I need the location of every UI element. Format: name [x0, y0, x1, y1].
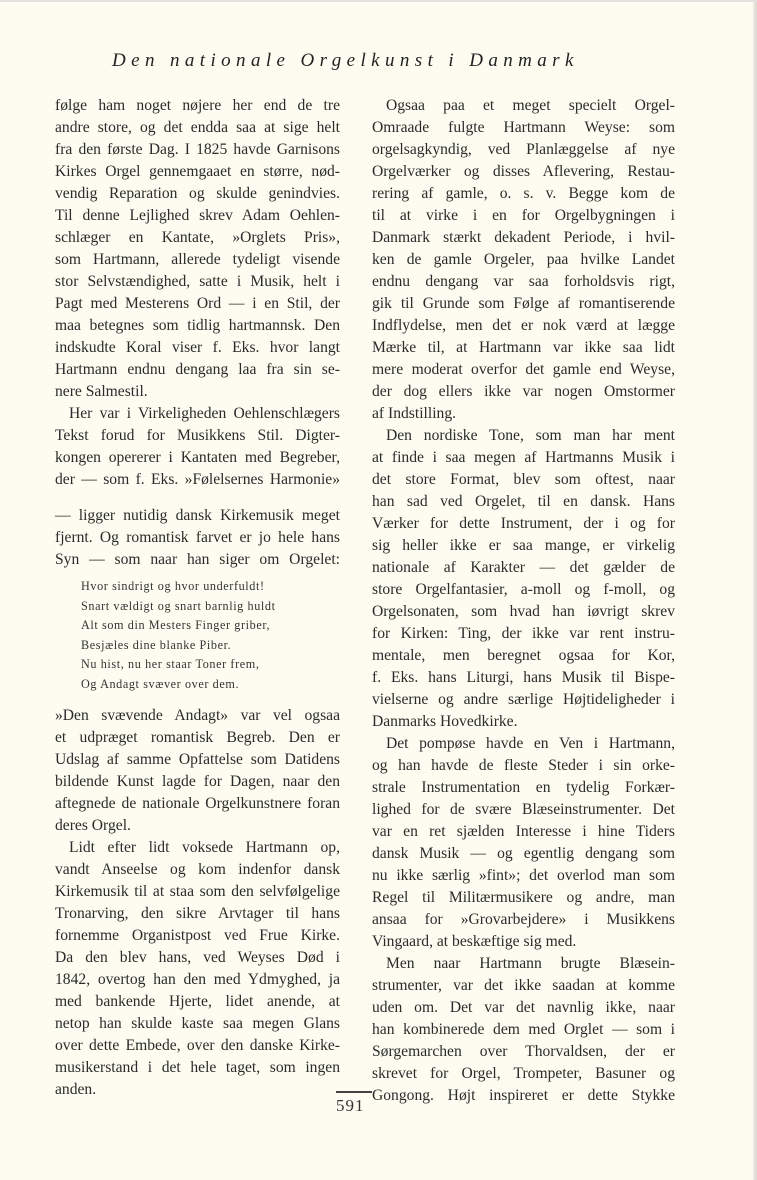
text-line: ken de gamle Orgeler, paa hvilke Landet: [372, 251, 675, 268]
text-line: schlæger en Kantate, »Orglets Pris»,: [55, 229, 340, 246]
text-line: var en ret sjælden Interesse i hine Tiders: [372, 823, 675, 840]
right-column: [372, 95, 675, 1107]
text-line: store Orgelfantasier, a-moll og f-moll, og: [372, 581, 675, 598]
text-line: det store Format, blev som oftest, naar: [372, 471, 675, 488]
text-line: vandt Anseelse og kom indenfor dansk: [55, 860, 340, 878]
paragraph: [372, 425, 675, 733]
text-line: nationale af Karakter — det gælder de: [372, 559, 675, 576]
text-line: lighed for de svære Blæseinstrumenter. Det: [372, 801, 675, 818]
text-line: andre store, og det endda saa at sige helt: [55, 119, 340, 136]
text-line: til at virke i en for Orgelbygningen i: [372, 207, 675, 224]
text-line: — ligger nutidig dansk Kirkemusik meget: [55, 507, 340, 524]
text-line: Den nordiske Tone, som man har ment: [386, 427, 675, 444]
text-line: Omraade fulgte Hartmann Weyse: som: [372, 119, 675, 136]
text-line: Udslag af samme Opfattelse som Datidens: [55, 750, 340, 768]
text-line: netop han skulde kaste saa megen Glans: [55, 1014, 340, 1032]
text-line: strumenter, var det ikke saadan at komme: [372, 977, 675, 994]
text-line: endnu dengang var saa forholdsvis rigt,: [372, 273, 675, 290]
text-line: Kirkemusik til at staa som den selvfølgelige: [55, 882, 340, 900]
text-line: »Den svævende Andagt» var vel ogsaa: [55, 706, 340, 724]
verse-line: Hvor sindrigt og hvor underfuldt!: [81, 579, 265, 593]
text-line: Tronarving, den sikre Arvtager til hans: [55, 904, 340, 922]
text-line: f. Eks. hans Liturgi, hans Musik til Bispe-: [372, 669, 675, 686]
text-line: Mærke til, at Hartmann var ikke saa lidt: [372, 339, 675, 356]
text-line: Danmarks Hovedkirke.: [372, 713, 518, 730]
text-line: 1842, overtog han den med Ydmyghed, ja: [55, 970, 340, 988]
text-line: for Kirken: Ting, der ikke var rent instru-: [372, 625, 675, 642]
text-line: Sørgemarchen over Thorvaldsen, der er: [372, 1043, 675, 1060]
music-example-gap: [55, 491, 340, 505]
text-line: skrevet for Orgel, Trompeter, Basuner og: [372, 1065, 675, 1082]
text-line: han sad ved Orgelet, til en dansk. Hans: [372, 493, 675, 510]
text-line: og han havde de fleste Steder i sin orke-: [372, 757, 675, 774]
folio-rule: [336, 1091, 372, 1093]
text-line: strale Instrumentation en tydelig Forkær-: [372, 779, 675, 796]
text-line: Orgelværker og disses Aflevering, Restau-: [372, 163, 675, 180]
text-line: Syn — som naar han siger om Orgelet:: [55, 551, 340, 568]
verse-line: Alt som din Mesters Finger griber,: [81, 618, 271, 633]
paragraph: [55, 705, 340, 837]
left-column: [55, 95, 340, 1101]
text-line: fjernt. Og romantisk farvet er jo hele hans: [55, 529, 340, 546]
text-line: Gongong. Højt inspireret er dette Stykke: [372, 1087, 675, 1104]
text-line: Men naar Hartmann brugte Blæsein-: [386, 955, 675, 972]
paragraph: [372, 733, 675, 953]
text-line: fra den første Dag. I 1825 havde Garnisons: [55, 141, 340, 158]
text-line: bildende Kunst lagde for Dagen, naar den: [55, 772, 340, 790]
text-line: der dog ellers ikke var nogen Omstormer: [372, 383, 675, 400]
text-line: af Indstilling.: [372, 405, 457, 422]
text-line: maa betegnes som tidlig hartmannsk. Den: [55, 317, 340, 334]
text-line: mere moderat overfor det gamle end Weyse,: [372, 361, 675, 378]
text-line: vielserne og andre særlige Højtideligheder i: [372, 691, 675, 708]
text-line: nu ikke særlig »fint»; det overlod man som: [372, 867, 675, 884]
text-line: han kombinerede dem med Orglet — som i: [372, 1021, 675, 1038]
text-line: at finde i saa megen af Hartmanns Musik i: [372, 449, 675, 466]
text-line: der — som f. Eks. »Følelsernes Harmonie»: [55, 471, 340, 488]
text-line: et udpræget romantisk Begreb. Den er: [55, 728, 340, 746]
text-line: vendig Reparation og skulde genindvies.: [55, 185, 340, 202]
text-line: Ogsaa paa et meget specielt Orgel-: [386, 97, 675, 114]
text-line: Lidt efter lidt voksede Hartmann op,: [69, 838, 340, 856]
text-line: følge ham noget nøjere her end de tre: [55, 97, 340, 114]
text-line: musikerstand i det hele taget, som ingen: [55, 1058, 340, 1076]
text-line: anden.: [55, 1080, 97, 1098]
text-line: Kirkes Orgel gennemgaaet en større, nød-: [55, 163, 340, 180]
text-line: med bankende Hjerte, lidet anende, at: [55, 992, 340, 1010]
page-edge: [753, 2, 757, 1180]
paragraph: [55, 95, 340, 403]
text-line: sig heller ikke er saa mange, er virkelig: [372, 537, 675, 554]
text-line: Værker for dette Instrument, der i og for: [372, 515, 675, 532]
text-line: stor Selvstændighed, satte i Musik, helt i: [55, 273, 340, 290]
running-head: Den nationale Orgelkunst i Danmark: [112, 50, 579, 71]
verse-line: Besjæles dine blanke Piber.: [81, 637, 232, 652]
paragraph: [55, 837, 340, 1101]
text-line: Til denne Lejlighed skrev Adam Oehlen-: [55, 207, 340, 224]
text-line: som Hartmann, allerede tydeligt visende: [55, 251, 340, 268]
text-line: deres Orgel.: [55, 816, 131, 834]
text-line: Danmark stærkt dekadent Periode, i hvil-: [372, 229, 675, 246]
paragraph: [372, 953, 675, 1107]
verse-line: Snart vældigt og snart barnlig huldt: [81, 598, 276, 613]
text-line: rering af gamle, o. s. v. Begge kom de: [372, 185, 675, 202]
text-line: nere Salmestil.: [55, 383, 148, 400]
text-line: Vingaard, at beskæftige sig med.: [372, 933, 577, 950]
text-line: Orgelsonaten, som hvad han iøvrigt skrev: [372, 603, 675, 620]
text-line: dansk Musik — og egentlig dengang som: [372, 845, 675, 862]
text-line: aftegnede de nationale Orgelkunstnere foran: [55, 794, 340, 812]
verse-line: Og Andagt svæver over dem.: [81, 676, 240, 691]
text-line: kongen opererer i Kantaten med Begreber,: [55, 449, 340, 466]
text-line: Det pompøse havde en Ven i Hartmann,: [386, 735, 675, 752]
text-line: Tekst forud for Musikkens Stil. Digter-: [55, 427, 340, 444]
text-line: over dette Embede, over den danske Kirke-: [55, 1036, 340, 1054]
text-line: uden om. Det var det navnlig ikke, naar: [372, 999, 675, 1016]
text-line: fornemme Organistpost ved Frue Kirke.: [55, 926, 340, 944]
paragraph: [372, 95, 675, 425]
verse-quote: [55, 577, 340, 695]
paragraph: [55, 505, 340, 571]
text-line: Her var i Virkeligheden Oehlenschlægers: [69, 405, 340, 422]
text-line: Pagt med Mesterens Ord — i en Stil, der: [55, 295, 340, 312]
text-line: Regel til Militærmusikere og andre, man: [372, 889, 675, 906]
paragraph: [55, 403, 340, 491]
text-line: orgelsagkyndig, ved Planlæggelse af nye: [372, 141, 675, 158]
text-line: mentale, men beregnet ogsaa for Kor,: [372, 647, 675, 664]
text-line: ansaa for »Grovarbejdere» i Musikkens: [372, 911, 675, 928]
page-number: 591: [336, 1096, 365, 1115]
text-line: Indflydelse, men det er nok værd at lægge: [372, 317, 675, 334]
text-line: Da den blev hans, ved Weyses Død i: [55, 948, 340, 966]
text-line: indskudte Koral viser f. Eks. hvor langt: [55, 339, 340, 356]
text-line: Hartmann endnu dengang laa fra sin se-: [55, 361, 340, 378]
text-line: gik til Grunde som Følge af romantiserende: [372, 295, 675, 312]
verse-line: Nu hist, nu her staar Toner frem,: [81, 657, 260, 672]
